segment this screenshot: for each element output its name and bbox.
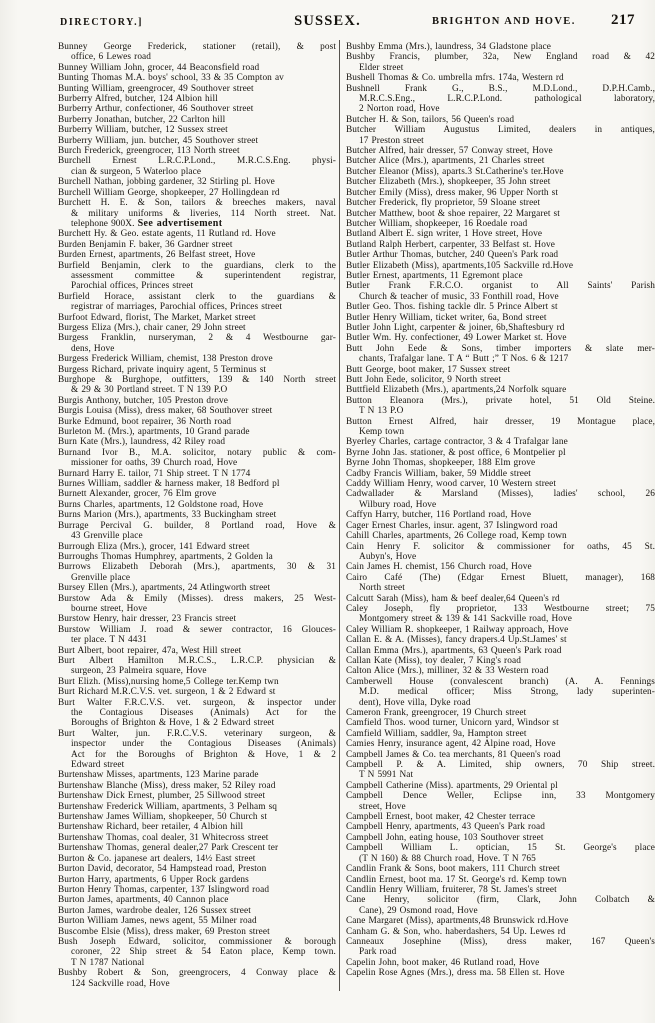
directory-entry-line: the Contagious Diseases (Animals) Act for the <box>71 708 336 718</box>
directory-entry-line: Burrage Percival G. builder, 8 Portland road, Hove & <box>58 520 336 531</box>
directory-entry-line: Burtenshaw James William, shopkeeper, 50 Church st <box>58 812 268 823</box>
directory-entry-line: registrar of marriages, Parochial offices, Princes street <box>71 302 282 313</box>
directory-entry-line: Butler Arthur Thomas, butcher, 240 Queen's Park road <box>346 250 559 261</box>
directory-entry-line: Burch Frederick, greengrocer, 113 North street <box>58 146 240 157</box>
running-header-left: DIRECTORY.] <box>60 17 144 28</box>
directory-entry-line: Parochial offices, Princes street <box>71 281 194 292</box>
directory-entry-line: Candlin Frank & Sons, boot makers, 111 Church street <box>346 864 560 875</box>
directory-entry-line: Burnand Ivor B., M.A. solicitor, notary public & com- <box>58 447 336 458</box>
directory-entry-line: Burtenshaw Frederick William, apartments, 3 Pelham sq <box>58 801 278 812</box>
directory-entry-line: Butler Elizabeth (Miss), apartments,105 Sackville rd.Hove <box>346 260 574 271</box>
directory-entry-line: Buttfield Elizabeth (Mrs.), apartments,24 Norfolk square <box>346 385 567 396</box>
directory-entry-line: Burton James, wardrobe dealer, 126 Sussex street <box>58 905 251 916</box>
directory-entry-line: Butcher Frederick, fly proprietor, 59 Sloane street <box>346 198 541 209</box>
running-header-section: BRIGHTON AND HOVE. <box>432 16 576 27</box>
directory-entry-line: Burgess Eliza (Mrs.), chair caner, 29 John street <box>58 322 246 333</box>
page-number: 217 <box>611 12 635 28</box>
directory-entry-line: Burstow Ada & Emily (Misses). dress makers, 25 West- <box>58 593 336 604</box>
directory-entry-line: Campbell James & Co. tea merchants, 81 Queen's road <box>346 749 561 760</box>
directory-entry-line: Burnett Alexander, grocer, 76 Elm grove <box>58 489 217 500</box>
directory-entry-line: Bursey Ellen (Mrs.), apartments, 24 Atlingworth street <box>58 583 271 594</box>
directory-entry-line: Burberry William, butcher, 12 Sussex street <box>58 125 228 136</box>
directory-entry-line: Grenville place <box>71 572 131 583</box>
directory-entry-line: Butcher Eleanor (Miss), aparts.3 St.Catherine's ter.Hove <box>346 166 564 177</box>
column-left <box>58 42 336 989</box>
directory-entry-line: Butler Ernest, apartments, 11 Egremont place <box>346 270 523 281</box>
directory-entry-line: Burnes William, saddler & harness maker, 18 Bedford pl <box>58 479 280 490</box>
directory-entry-line: Elder street <box>359 62 404 73</box>
directory-entry-line: Capelin John, boot maker, 46 Rutland road, Hove <box>346 957 540 968</box>
directory-entry-line: Butt John Eede, solicitor, 9 North street <box>346 375 502 385</box>
directory-entry-line: Burn Kate (Mrs.), laundress, 42 Riley road <box>58 437 226 448</box>
directory-entry-line: Butcher William Augustus Limited, dealers in antiques, <box>346 125 655 136</box>
directory-entry-line: Burden Ernest, apartments, 26 Belfast street, Hove <box>58 250 256 261</box>
directory-entry-line: Burton William James, news agent, 55 Milner road <box>58 916 257 927</box>
directory-entry-line: Burfield Benjamin, clerk to the guardians, clerk to the <box>58 260 336 271</box>
directory-entry-line: 43 Grenville place <box>71 531 143 542</box>
directory-entry-line: Caffyn Harry, butcher, 116 Portland road, Hove <box>346 510 532 521</box>
directory-entry-line: Butt George, boot maker, 17 Sussex street <box>346 364 511 375</box>
directory-entry-line: Butler John Light, carpenter & joiner, 6b,Shaftesbury rd <box>346 322 565 333</box>
directory-entry-line: Church & teacher of music, 33 Fonthill road, Hove <box>359 291 559 302</box>
directory-entry-line: Burgis Louisa (Miss), dress maker, 68 Southover street <box>58 406 273 417</box>
directory-entry-line: Campbell Ernest, boot maker, 42 Chester terrace <box>346 812 536 823</box>
directory-entry-line: Bunting Thomas M.A. boys' school, 33 & 35 Compton av <box>58 73 284 84</box>
directory-entry-line: missioner for oaths, 39 Church road, Hove <box>71 458 238 469</box>
directory-entry-line: Burt Elizh. (Miss),nursing home,5 College ter.Kemp twn <box>58 676 279 687</box>
directory-entry-line: Cairo Café (The) (Edgar Ernest Bluett, manager), 168 <box>346 572 655 583</box>
directory-entry-line: Burfoot Edward, florist, The Market, Market street <box>58 312 256 323</box>
directory-entry-line: Butcher Matthew, boot & shoe repairer, 22 Margaret st <box>346 208 560 219</box>
directory-entry-line: Burchell Ernest L.R.C.P.Lond., M.R.C.S.Eng. physi- <box>58 156 336 167</box>
directory-entry-line: Button Ernest Alfred, hair dresser, 19 Montague place, <box>346 416 655 427</box>
directory-entry-line: inspector under the Contagious Diseases (Animals) <box>71 739 336 750</box>
directory-entry-line: Caddy William Henry, wood carver, 10 Western street <box>346 479 557 490</box>
directory-entry-line: T N 13 P.O <box>359 406 404 417</box>
directory-entry-line: Cager Ernest Charles, insur. agent, 37 Islingword road <box>346 520 558 531</box>
directory-entry-line: Burtenshaw Blanche (Miss), dress maker, 52 Riley road <box>58 780 276 791</box>
directory-entry-line: Candlin Henry William, fruiterer, 78 St. James's street <box>346 884 557 895</box>
directory-entry-line: Calton Alice (Mrs.), milliner, 32 & 33 Western road <box>346 666 549 677</box>
directory-entry-line: Act for the Boroughs of Brighton & Hove, 1 & 2 <box>71 749 336 760</box>
directory-entry-line: dens, Hove <box>71 343 115 354</box>
directory-entry-line: chants, Trafalgar lane. T A “ Butt ;” T Nos. 6 & 1217 <box>359 354 569 365</box>
directory-entry-line: Cameron Frank, greengrocer, 19 Church street <box>346 708 527 718</box>
directory-entry-line: Capelin Rose Agnes (Mrs.), dress ma. 58 Ellen st. Hove <box>346 968 565 979</box>
directory-entry-line: Wilbury road, Hove <box>359 499 437 510</box>
directory-entry-line: Camies Henry, insurance agent, 42 Alpine road, Hove <box>346 739 556 750</box>
directory-entry-line: Burroughs Thomas Humphrey, apartments, 2 Golden la <box>58 551 273 562</box>
directory-entry-line: Burtenshaw Misses, apartments, 123 Marine parade <box>58 770 259 781</box>
directory-entry-line: Burgess Richard, private inquiry agent, 5 Terminus st <box>58 364 267 375</box>
directory-entry-line: Burrough Eliza (Mrs.), grocer, 141 Edward street <box>58 541 250 552</box>
directory-entry-line: Edward street <box>71 760 125 771</box>
directory-entry-line: street, Hove <box>359 801 406 812</box>
directory-entry-line: Butler Frank F.R.C.O. organist to All Saints' Parish <box>346 281 655 292</box>
directory-entry-line: Burton David, decorator, 54 Hampstead road, Preston <box>58 864 267 875</box>
directory-entry-line: Campbell Henry, apartments, 43 Queen's Park road <box>346 822 545 833</box>
directory-entry-line: Butcher Alice (Mrs.), apartments, 21 Charles street <box>346 156 545 167</box>
directory-entry-line: telephone 900X. See advertisement <box>71 217 223 229</box>
directory-entry-line: (T N 160) & 88 Church road, Hove. T N 765 <box>359 853 536 864</box>
see-advertisement-note: See advertisement <box>137 217 223 229</box>
directory-entry-line: Butt John Eede & Sons, timber importers & slate mer- <box>346 343 655 354</box>
directory-entry-line: Burtenshaw Dick Ernest, plumber, 25 Sillwood street <box>58 791 266 802</box>
directory-entry-line: Bushnell Frank G., B.S., M.D.Lond., D.P.H.Camb., <box>346 83 655 94</box>
directory-entry-line: Burton Harry, apartments, 6 Upper Rock gardens <box>58 874 249 885</box>
directory-entry-line: Cane Margaret (Miss), apartments,48 Brunswick rd.Hove <box>346 916 569 927</box>
directory-entry-line: Campbell Catherine (Miss). apartments, 29 Oriental pl <box>346 780 558 791</box>
directory-entry-line: Caley William R. shopkeeper, 1 Railway approach, Hove <box>346 624 569 635</box>
directory-entry-line: Burgess Frederick William, chemist, 138 Preston drove <box>58 354 273 365</box>
directory-entry-line: Burns Marion (Mrs.), apartments, 33 Buckingham street <box>58 510 277 521</box>
directory-entry-line: Cadby Francis William, baker, 59 Middle street <box>346 468 531 479</box>
directory-entry-line: Cane), 29 Osmond road, Hove <box>359 905 478 916</box>
directory-entry-line: Burton & Co. japanese art dealers, 14½ East street <box>58 853 256 864</box>
directory-entry-line: ter place. T N 4431 <box>71 635 147 646</box>
directory-entry-line: Burt Richard M.R.C.V.S. vet. surgeon, 1 & 2 Edward st <box>58 687 276 698</box>
directory-entry-line: Burchell William George, shopkeeper, 27 Hollingdean rd <box>58 187 280 198</box>
directory-entry-line: Callan E. & A. (Misses), fancy drapers.4 Up.St.James' st <box>346 635 567 646</box>
directory-entry-line: Byrne John Thomas, shopkeeper, 188 Elm grove <box>346 458 536 469</box>
directory-entry-line: Burke Edmund, boot repairer, 36 North road <box>58 416 232 427</box>
directory-entry-line: Burt Walter F.R.C.V.S. vet. surgeon, & inspector under <box>58 697 336 708</box>
directory-entry-line: Park road <box>359 947 397 958</box>
directory-entry-line: Byrne John Jas. stationer, & post office, 6 Montpelier pl <box>346 447 566 458</box>
directory-entry-line: Button Eleanora (Mrs.), private hotel, 51 Old Steine. <box>346 395 655 406</box>
directory-entry-line: 2 Norton road, Hove <box>359 104 440 115</box>
directory-entry-line: Kemp town <box>359 427 405 438</box>
directory-entry-line: Callan Emma (Mrs.), apartments, 63 Queen's Park road <box>346 645 562 656</box>
directory-entry-line: Burchett Hy. & Geo. estate agents, 11 Rutland rd. Hove <box>58 229 276 240</box>
directory-entry-line: Bushby Francis, plumber, 32a, New England road & 42 <box>346 52 655 63</box>
directory-entry-line: Bushell Thomas & Co. umbrella mfrs. 174a, Western rd <box>346 73 564 84</box>
directory-entry-line: Butland Ralph Herbert, carpenter, 33 Belfast st. Hove <box>346 239 555 250</box>
directory-entry-line: dent), Hove villa, Dyke road <box>359 697 471 708</box>
directory-entry-line: Burfield Horace, assistant clerk to the guardians & <box>58 291 336 302</box>
directory-entry-line: Butcher William, shopkeeper, 16 Roedale road <box>346 218 528 229</box>
directory-entry-line: Butcher Elizabeth (Mrs.), shopkeeper, 35 John street <box>346 177 551 188</box>
directory-entry-line: Butler Geo. Thos. fishing tackle dlr. 5 Prince Albert st <box>346 302 558 313</box>
directory-entry-line: Burtenshaw Richard, beer retailer, 4 Albion hill <box>58 822 244 833</box>
directory-entry-line: Butcher Emily (Miss), dress maker, 96 Upper North st <box>346 187 559 198</box>
directory-entry-line: Butcher Alfred, hair dresser, 57 Conway street, Hove <box>346 146 553 157</box>
directory-entry-line: Candlin Ernest, boot ma. 17 St. George's rd. Kemp town <box>346 874 567 885</box>
directory-entry-line: Montgomery street & 139 & 141 Sackville road, Hove <box>359 614 573 625</box>
directory-entry-line: Camfield Thos. wood turner, Unicorn yard, Windsor st <box>346 718 559 729</box>
directory-entry-line: Bunney George Frederick, stationer (retail), & post <box>58 42 336 52</box>
directory-entry-line: Campbell Dence Weller, Eclipse inn, 33 Montgomery <box>346 791 655 802</box>
directory-entry-line: Cadwallader & Marsland (Misses), ladies' school, 26 <box>346 489 655 500</box>
directory-entry-line: surgeon, 23 Palmeira square, Hove <box>71 666 207 677</box>
directory-entry-line: Burchell Nathan, jobbing gardener, 32 Stirling pl. Hove <box>58 177 275 188</box>
directory-entry-line: Burden Benjamin F. baker, 36 Gardner street <box>58 239 233 250</box>
directory-entry-line: Burstow William J. road & sewer contractor, 16 Glouces- <box>58 624 336 635</box>
directory-entry-line: Campbell P. & A. Limited, ship owners, 70 Ship street. <box>346 760 655 771</box>
directory-entry-line: Burton Henry Thomas, carpenter, 137 Islingword road <box>58 884 270 895</box>
directory-entry-line: Burberry Alfred, butcher, 124 Albion hill <box>58 94 218 105</box>
directory-entry-line: cian & surgeon, 5 Waterloo place <box>71 166 202 177</box>
directory-entry-line: Callan Kate (Miss), toy dealer, 7 King's road <box>346 655 521 666</box>
directory-entry-line: North street <box>359 583 405 594</box>
directory-entry-line: Bushby Robert & Son, greengrocers, 4 Conway place & <box>58 968 336 979</box>
directory-entry-line: Bushby Emma (Mrs.), laundress, 34 Gladstone place <box>346 42 551 52</box>
directory-entry-line: Burgis Anthony, butcher, 105 Preston drove <box>58 395 229 406</box>
directory-entry-line: Byerley Charles, cartage contractor, 3 & 4 Trafalgar lane <box>346 437 568 448</box>
column-right <box>346 42 655 979</box>
directory-entry-line: Cahill Charles, apartments, 26 College road, Kemp town <box>346 531 567 542</box>
directory-entry-line: Burt Albert Hamilton M.R.C.S., L.R.C.P. physician & <box>58 655 336 666</box>
directory-entry-line: Burghope & Burghope, outfitters, 139 & 140 North street <box>58 375 336 385</box>
directory-entry-line: M.D. medical officer; Miss Strong, lady superinten- <box>359 687 655 698</box>
directory-entry-line: bourne street, Hove <box>71 603 148 614</box>
directory-entry-line: & military uniforms & liveries, 114 North street. Nat. <box>71 208 336 219</box>
directory-entry-line: Burchett H. E. & Son, tailors & breeches makers, naval <box>58 198 336 209</box>
directory-entry-line: Calcutt Sarah (Miss), ham & beef dealer,64 Queen's rd <box>346 593 560 604</box>
directory-entry-line: Camberwell House (convalescent branch) (A. A. Fennings <box>346 676 655 687</box>
directory-entry-line: 124 Sackville road, Hove <box>71 978 170 989</box>
directory-entry-line: Campbell William L. optician, 15 St. George's place <box>346 843 655 854</box>
directory-entry-line: Butland Albert E. sign writer, 1 Hove street, Hove <box>346 229 543 240</box>
directory-entry-line: Bunney William John, grocer, 44 Beaconsfield road <box>58 62 260 73</box>
directory-entry-line: Bush Joseph Edward, solicitor, commissioner & borough <box>58 936 336 947</box>
directory-entry-line: Canneaux Josephine (Miss), dress maker, 167 Queen's <box>346 936 655 947</box>
directory-entry-line: Burnard Harry E. tailor, 71 Ship street. T N 1774 <box>58 468 251 479</box>
directory-entry-line: Butler Henry William, ticket writer, 6a, Bond street <box>346 312 547 323</box>
directory-entry-line: Cain Henry F. solicitor & commissioner for oaths, 45 St. <box>346 541 655 552</box>
directory-entry-line: M.R.C.S.Eng., L.R.C.P.Lond. pathological laboratory, <box>359 94 655 105</box>
directory-entry-line: Butcher H. & Son, tailors, 56 Queen's road <box>346 114 515 125</box>
directory-entry-line: office, 6 Lewes road <box>71 52 152 63</box>
directory-entry-line: Burleton M. (Mrs.), apartments, 10 Grand parade <box>58 427 250 438</box>
directory-entry-line: Burrows Elizabeth Deborah (Mrs.), apartments, 30 & 31 <box>58 562 336 573</box>
directory-entry-line: Aubyn's, Hove <box>359 551 417 562</box>
directory-entry-line: Caley Joseph, fly proprietor, 133 Westbourne street; 75 <box>346 603 655 614</box>
directory-entry-line: Camfield William, saddler, 9a, Hampton street <box>346 728 527 739</box>
directory-entry-line: Burstow Henry, hair dresser, 23 Francis street <box>58 614 237 625</box>
directory-entry-line: Burt Walter, jun. F.R.C.V.S. veterinary surgeon, & <box>58 728 336 739</box>
directory-entry-line: Bunting William, greengrocer, 49 Southover street <box>58 83 254 94</box>
directory-entry-line: Burtenshaw Thomas, coal dealer, 31 Whitecross street <box>58 832 269 843</box>
directory-entry-line: Burgess Franklin, nurseryman, 2 & 4 Westbourne gar- <box>58 333 336 344</box>
directory-entry-line: Canham G. & Son, who. haberdashers, 54 Up. Lewes rd <box>346 926 566 937</box>
directory-entry-line: Boroughs of Brighton & Hove, 1 & 2 Edward street <box>71 718 275 729</box>
directory-entry-line: Burberry William, jun. butcher, 45 Southover street <box>58 135 259 146</box>
directory-entry-line: Butler Wm. Hy. confectioner, 49 Lower Market st. Hove <box>346 333 567 344</box>
directory-entry-line: Burns Charles, apartments, 12 Goldstone road, Hove <box>58 499 264 510</box>
directory-entry-line: Burton James, apartments, 40 Cannon place <box>58 895 229 906</box>
directory-entry-line: Buscombe Elsie (Miss), dress maker, 69 Preston street <box>58 926 270 937</box>
directory-entry-line: Campbell John, eating house, 103 Southover street <box>346 832 544 843</box>
directory-entry-line: 17 Preston street <box>359 135 424 146</box>
directory-entry-line: Burtenshaw Thomas, general dealer,27 Park Crescent ter <box>58 843 279 854</box>
directory-entry-line: Burt Albert, boot repairer, 47a, West Hill street <box>58 645 242 656</box>
running-header-county: SUSSEX. <box>294 13 361 29</box>
column-divider <box>339 40 340 991</box>
directory-entry-line: coroner, 22 Ship street & 54 Eaton place, Kemp town. <box>71 947 336 958</box>
directory-entry-line: Cane Henry, solicitor (firm, Clark, John Colbatch & <box>346 895 655 906</box>
directory-entry-line: assessment committee & superintendent registrar, <box>71 270 336 281</box>
directory-entry-line: T N 5991 Nat <box>359 770 414 781</box>
directory-entry-line: & 29 & 30 Portland street. T N 139 P.O <box>71 385 228 396</box>
directory-entry-line: Burberry Arthur, confectioner, 46 Southover street <box>58 104 254 115</box>
directory-entry-line: Cain James H. chemist, 156 Church road, Hove <box>346 562 532 573</box>
directory-entry-line: Burberry Jonathan, butcher, 22 Carlton hill <box>58 114 226 125</box>
directory-entry-line: T N 1787 National <box>71 957 145 968</box>
